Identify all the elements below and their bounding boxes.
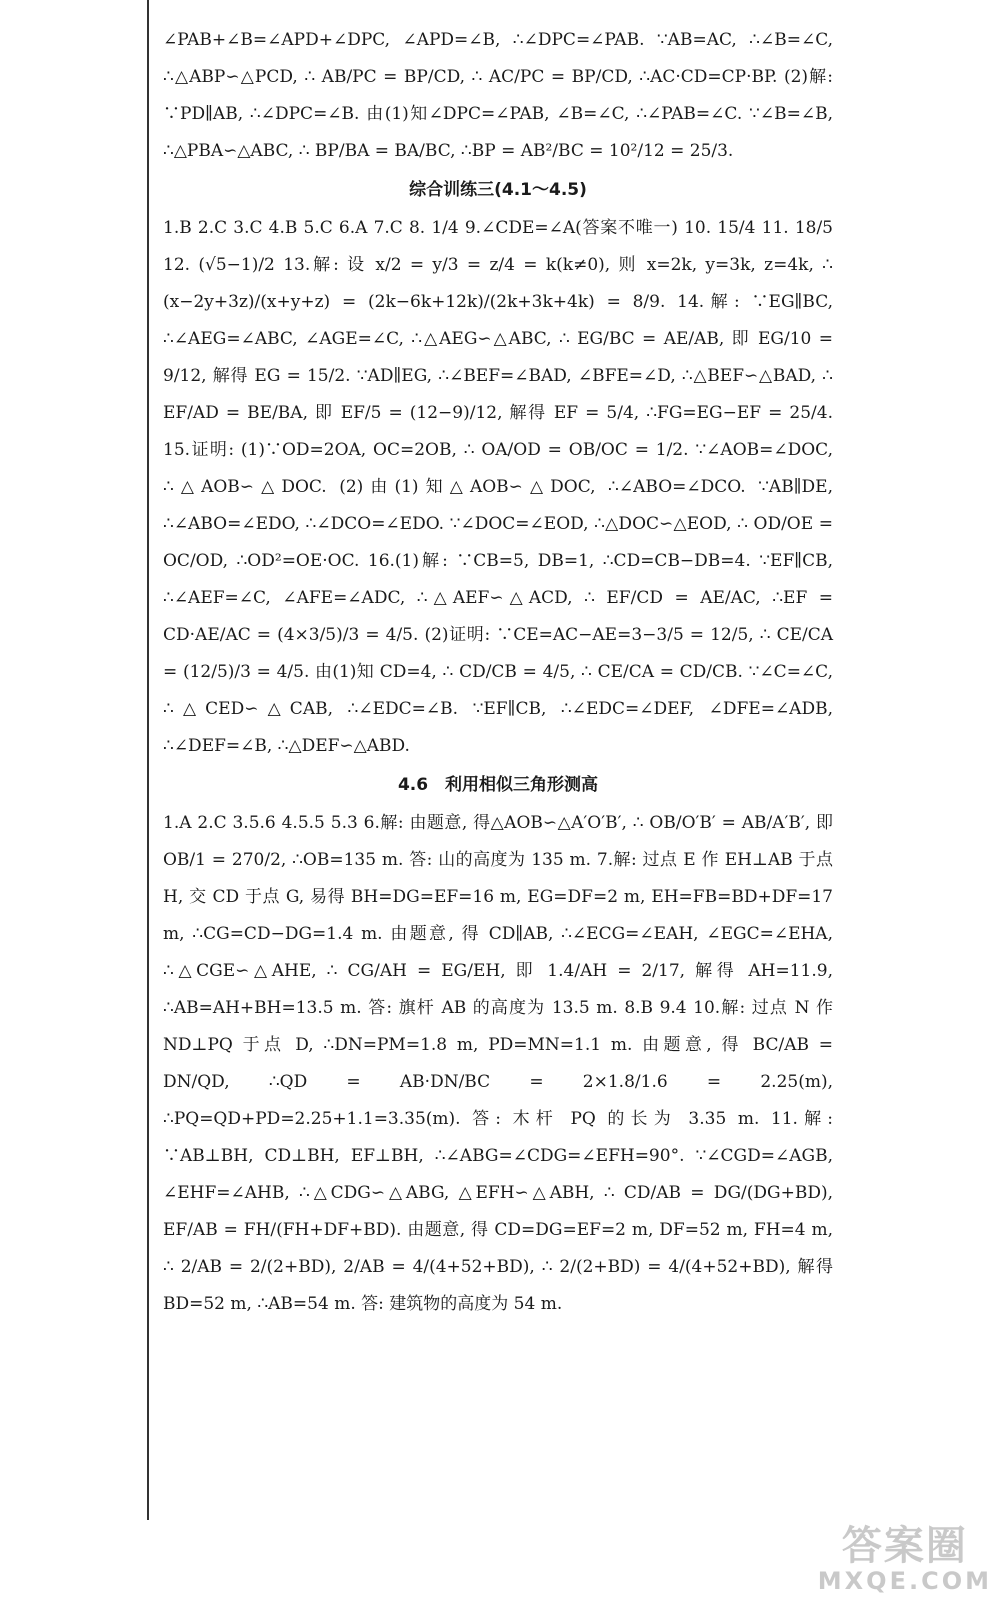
section-heading-comprehensive-training-3: 综合训练三(4.1～4.5) [409,180,587,200]
previous-section-solution: ∠PAB+∠B=∠APD+∠DPC, ∠APD=∠B, ∴∠DPC=∠PAB. ∵AB=AC, ∴∠B=∠C, ∴△ABP∽△PCD, ∴ AB/PC = BP/CD, ∴ AC/PC = BP/CD, ∴AC·CD=CP·BP. (2)解: ∵PD∥AB, ∴∠DPC=∠B. 由(1)知∠DPC=∠PAB, ∠B=∠C, ∴∠PAB=∠C. ∵∠B=∠B, ∴△PBA∽△ABC, ∴ BP/BA = BA/BC, ∴BP = AB²/BC = 10²/12 = 25/3. [163,30,833,161]
section-comprehensive-training-3-answers: 1.B 2.C 3.C 4.B 5.C 6.A 7.C 8. 1/4 9.∠CDE=∠A(答案不唯一) 10. 15/4 11. 18/5 12. (√5−1)/2 13.解: 设 x/2 = y/3 = z/4 = k(k≠0), 则 x=2k, y=3k, z=4k, ∴ (x−2y+3z)/(x+y+z) = (2k−6k+12k)/(2k+3k+4k) = 8/9. 14.解: ∵EG∥BC, ∴∠AEG=∠ABC, ∠AGE=∠C, ∴△AEG∽△ABC, ∴ EG/BC = AE/AB, 即 EG/10 = 9/12, 解得 EG = 15/2. ∵AD∥EG, ∴∠BEF=∠BAD, ∠BFE=∠D, ∴△BEF∽△BAD, ∴ EF/AD = BE/BA, 即 EF/5 = (12−9)/12, 解得 EF = 5/4, ∴FG=EG−EF = 25/4. 15.证明: (1)∵OD=2OA, OC=2OB, ∴ OA/OD = OB/OC = 1/2. ∵∠AOB=∠DOC, ∴△AOB∽△DOC. (2)由(1)知△AOB∽△DOC, ∴∠ABO=∠DCO. ∵AB∥DE, ∴∠ABO=∠EDO, ∴∠DCO=∠EDO. ∵∠DOC=∠EOD, ∴△DOC∽△EOD, ∴ OD/OE = OC/OD, ∴OD²=OE·OC. 16.(1)解: ∵CB=5, DB=1, ∴CD=CB−DB=4. ∵EF∥CB, ∴∠AEF=∠C, ∠AFE=∠ADC, ∴△AEF∽△ACD, ∴ EF/CD = AE/AC, ∴EF = CD·AE/AC = (4×3/5)/3 = 4/5. (2)证明: ∵CE=AC−AE=3−3/5 = 12/5, ∴ CE/CA = (12/5)/3 = 4/5. 由(1)知 CD=4, ∴ CD/CB = 4/5, ∴ CE/CA = CD/CB. ∵∠C=∠C, ∴△CED∽△CAB, ∴∠EDC=∠B. ∵EF∥CB, ∴∠EDC=∠DEF, ∠DFE=∠ADB, ∴∠DEF=∠B, ∴△DEF∽△ABD. [163,218,833,756]
watermark-logo-text: 答案圈 [841,1523,968,1569]
site-watermark [818,1524,992,1594]
answer-content [163,22,833,1323]
watermark-url: MXQE.COM [817,1567,992,1595]
section-4-6-answers: 1.A 2.C 3.5.6 4.5.5 5.3 6.解: 由题意, 得△AOB∽△A′O′B′, ∴ OB/O′B′ = AB/A′B′, 即 OB/1 = 270/2, ∴OB=135 m. 答: 山的高度为 135 m. 7.解: 过点 E 作 EH⊥AB 于点 H, 交 CD 于点 G, 易得 BH=DG=EF=16 m, EG=DF=2 m, EH=FB=BD+DF=17 m, ∴CG=CD−DG=1.4 m. 由题意, 得 CD∥AB, ∴∠ECG=∠EAH, ∠EGC=∠EHA, ∴△CGE∽△AHE, ∴ CG/AH = EG/EH, 即 1.4/AH = 2/17, 解得 AH=11.9, ∴AB=AH+BH=13.5 m. 答: 旗杆 AB 的高度为 13.5 m. 8.B 9.4 10.解: 过点 N 作 ND⊥PQ 于点 D, ∴DN=PM=1.8 m, PD=MN=1.1 m. 由题意, 得 BC/AB = DN/QD, ∴QD = AB·DN/BC = 2×1.8/1.6 = 2.25(m), ∴PQ=QD+PD=2.25+1.1=3.35(m). 答: 木杆 PQ 的长为 3.35 m. 11.解: ∵AB⊥BH, CD⊥BH, EF⊥BH, ∴∠ABG=∠CDG=∠EFH=90°. ∵∠CGD=∠AGB, ∠EHF=∠AHB, ∴△CDG∽△ABG, △EFH∽△ABH, ∴ CD/AB = DG/(DG+BD), EF/AB = FH/(FH+DF+BD). 由题意, 得 CD=DG=EF=2 m, DF=52 m, FH=4 m, ∴ 2/AB = 2/(2+BD), 2/AB = 4/(4+52+BD), ∴ 2/(2+BD) = 4/(4+52+BD), 解得 BD=52 m, ∴AB=54 m. 答: 建筑物的高度为 54 m. [163,813,833,1314]
page-margin-line [147,0,149,1520]
section-heading-4-6: 4.6 利用相似三角形测高 [397,775,599,795]
